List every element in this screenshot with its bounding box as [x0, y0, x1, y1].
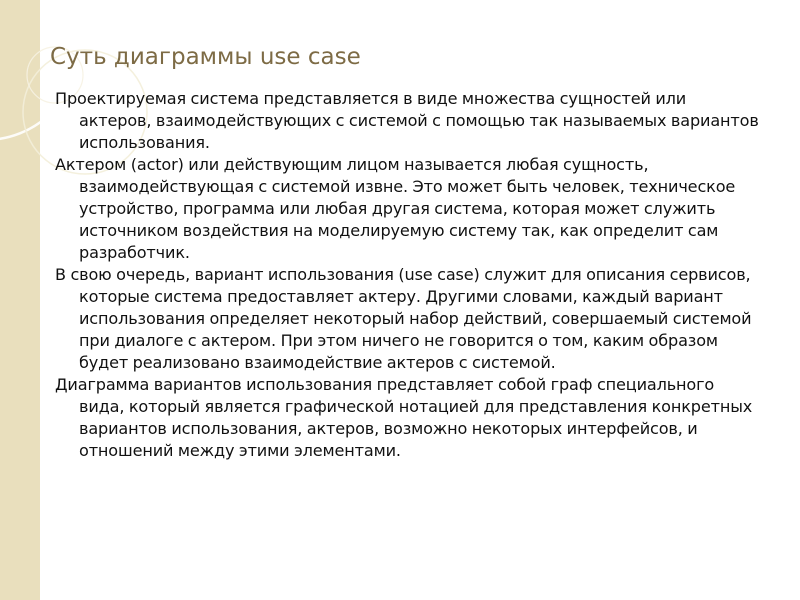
- paragraph-diagram: Диаграмма вариантов использования представляет собой граф специального вида, который является графической нотацией для представления конкретных вариантов использования, актеров, возможно некоторых интерфейсов, и отношений между этими элементами.: [55, 375, 753, 460]
- paragraph-use-case: В свою очередь, вариант использования (use case) служит для описания сервисов, которые система предоставляет актеру. Другими словами, каждый вариант использования определяет некоторый набор действий, совершаемый системой при диалоге с актером. При этом ничего не говорится о том, каким образом будет реализовано взаимодействие актеров с системой.: [55, 265, 752, 372]
- decorative-side-band: [0, 0, 40, 600]
- paragraph-system: Проектируемая система представляется в виде множества сущностей или актеров, взаимодействующих с системой с помощью так называемых вариантов использования.: [55, 89, 759, 152]
- paragraph-actor: Актером (actor) или действующим лицом называется любая сущность, взаимодействующая с системой извне. Это может быть человек, техническое устройство, программа или любая другая система, которая может служить источником воздействия на моделируемую систему так, как определит сам разработчик.: [55, 155, 736, 262]
- slide-body: [55, 88, 760, 462]
- slide-title: Суть диаграммы use case: [50, 44, 361, 70]
